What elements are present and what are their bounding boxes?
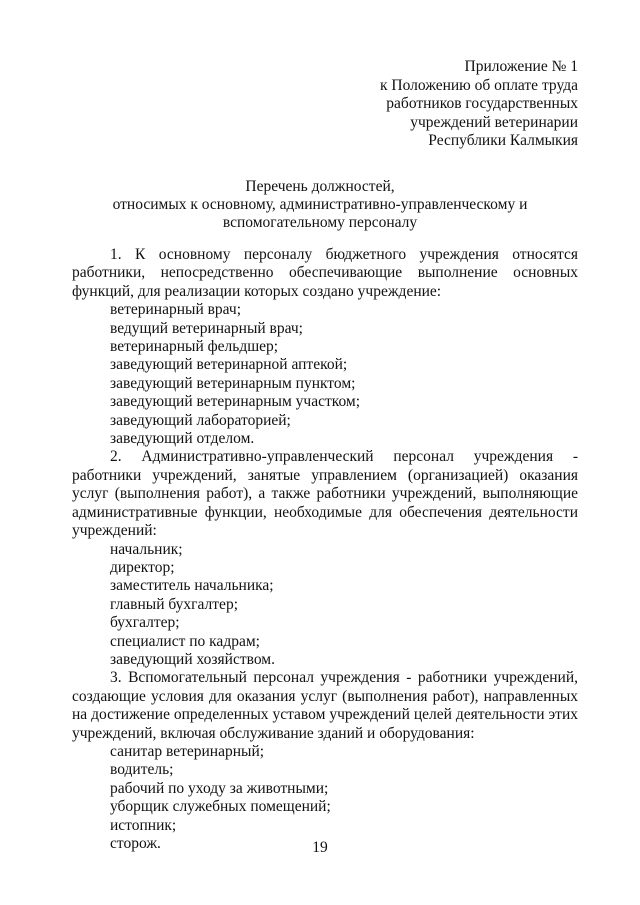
section-paragraph: 1. К основному персоналу бюджетного учреждения относятся работники, непосредственно обеспечивающие выполнение основных функций, для реализации которых создано учреждение: [72,246,578,300]
appendix-line: Приложение № 1 [464,58,578,75]
list-item: заведующий ветеринарным участком; [110,393,361,411]
list-item: бухгалтер; [110,614,180,632]
list-item: заведующий хозяйством. [110,650,275,668]
title-line: Перечень должностей, [245,178,395,195]
list-item: ведущий ветеринарный врач; [110,319,303,337]
list-item: санитар ветеринарный; [110,742,265,760]
list-item: заместитель начальника; [110,577,274,595]
position-list [72,541,578,670]
list-item: заведующий ветеринарной аптекой; [110,356,348,374]
list-item: заведующий ветеринарным пунктом; [110,374,356,392]
position-list [72,743,578,853]
document-body [72,246,578,853]
section-paragraph: 2. Административно-управленческий персонал учреждения - работники учреждений, занятые управлением (организацией) оказания услуг (выполнения работ), а также работники учреждений, выполняющие административные функции, необходимые для обеспечения деятельности учреждений: [72,448,578,540]
appendix-line: учреждений ветеринарии [410,113,578,131]
list-item: водитель; [110,761,174,779]
appendix-line: Республики Калмыкия [428,132,578,150]
appendix-line: к Положению об оплате труда [379,76,578,94]
list-item: рабочий по уходу за животными; [110,779,329,797]
list-item: заведующий отделом. [110,430,255,448]
list-item: директор; [110,558,175,576]
list-item: сторож. [110,835,161,852]
title-line: относимых к основному, административно-управленческому и [112,196,528,213]
list-item: истопник; [110,816,177,834]
title-line: вспомогательному персоналу [222,214,418,231]
page-number: 19 [312,839,328,856]
position-list [72,301,578,448]
list-item: главный бухгалтер; [110,595,238,613]
list-item: ветеринарный врач; [110,301,242,319]
document-title [60,178,580,232]
list-item: ветеринарный фельдшер; [110,338,279,356]
list-item: заведующий лабораторией; [110,411,291,429]
list-item: уборщик служебных помещений; [110,798,331,816]
section-paragraph: 3. Вспомогательный персонал учреждения - работники учреждений, создающие условия для оказания услуг (выполнения работ), направленных на достижение определенных уставом учреждений целей деятельности этих учреждений, включая обслуживание зданий и оборудования: [72,669,578,742]
appendix-line: работников государственных [386,95,578,113]
appendix-heading [318,58,578,151]
list-item: начальник; [110,540,183,558]
list-item: специалист по кадрам; [110,632,260,650]
